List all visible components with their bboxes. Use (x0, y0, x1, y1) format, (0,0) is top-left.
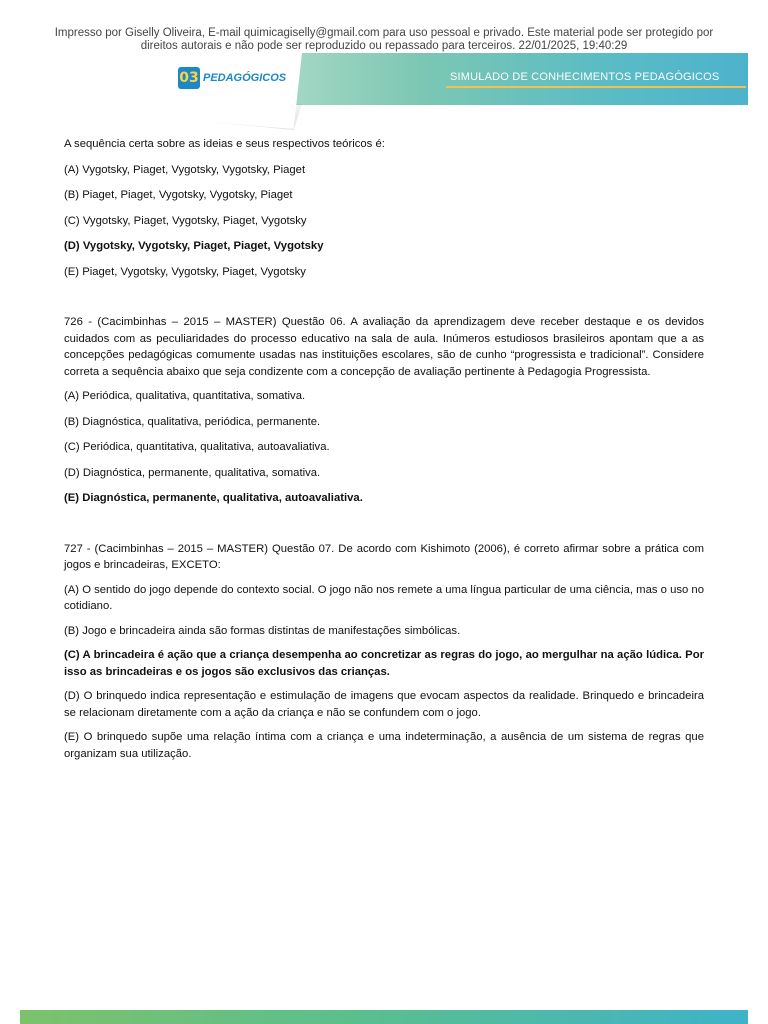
q726-option-b: (B) Diagnóstica, qualitativa, periódica, permanente. (64, 415, 321, 428)
q727-option-b: (B) Jogo e brincadeira ainda são formas distintas de manifestações simbólicas. (64, 624, 461, 637)
option-d-correct: (D) Vygotsky, Vygotsky, Piaget, Piaget, Vygotsky (64, 240, 324, 252)
option-c: (C) Vygotsky, Piaget, Vygotsky, Piaget, Vygotsky (64, 214, 307, 227)
watermark-line-2: direitos autorais e não pode ser reproduzido ou repassado para terceiros. 22/01/2025, 19:40:29 (140, 40, 628, 52)
option-a: (A) Vygotsky, Piaget, Vygotsky, Vygotsky, Piaget (64, 163, 306, 176)
question-prompt: A sequência certa sobre as ideias e seus respectivos teóricos é: (64, 138, 385, 150)
question-726-text: 726 - (Cacimbinhas – 2015 – MASTER) Questão 06. A avaliação da aprendizagem deve receber destaque e os devidos cuidados com as peculiaridades do processo educativo na sala de aula. Inúmeros estudiosos brasileiros apontam que a as concepções pedagógicas comumente usadas nas instituições escolares, são de cunho “progressista e tradicional”. Considere correta a sequência abaixo que seja condizente com a concepção de avaliação pertinente à Pedagogia Progressista. (64, 316, 704, 378)
option-e: (E) Piaget, Vygotsky, Vygotsky, Piaget, Vygotsky (64, 265, 306, 278)
header-accent-line (446, 86, 746, 88)
brand-logo (178, 67, 286, 89)
header-logo-tab (20, 53, 302, 129)
q727-option-e: (E) O brinquedo supõe uma relação íntima com a criança e uma indeterminação, a ausência de um sistema de regras que organizam sua utilização. (64, 731, 704, 760)
q726-option-a: (A) Periódica, qualitativa, quantitativa, somativa. (64, 390, 306, 402)
question-727-text: 727 - (Cacimbinhas – 2015 – MASTER) Questão 07. De acordo com Kishimoto (2006), é correto afirmar sobre a prática com jogos e brincadeiras, EXCETO: (64, 542, 704, 571)
q727-option-a: (A) O sentido do jogo depende do contexto social. O jogo não nos remete a uma língua particular de uma ciência, mas o uso no cotidiano. (64, 583, 704, 612)
footer-bar (20, 1010, 748, 1024)
watermark-notice (30, 27, 738, 53)
header-title: SIMULADO DE CONHECIMENTOS PEDAGÓGICOS (450, 71, 720, 83)
watermark-line-1: Impresso por Giselly Oliveira, E-mail quimicagiselly@gmail.com para uso pessoal e privado. Este material pode ser protegido por (54, 27, 714, 39)
logo-text: PEDAGÓGICOS (203, 72, 287, 84)
q726-option-e-correct: (E) Diagnóstica, permanente, qualitativa, autoavaliativa. (64, 492, 363, 504)
q727-option-c-correct: (C) A brincadeira é ação que a criança desempenha ao concretizar as regras do jogo, ao mergulhar na ação lúdica. Por isso as brincadeiras e os jogos são exclusivos das crianças. (64, 649, 704, 678)
option-b: (B) Piaget, Piaget, Vygotsky, Vygotsky, Piaget (64, 189, 293, 201)
logo-mark-icon: 03 (178, 67, 200, 89)
q727-option-d: (D) O brinquedo indica representação e estimulação de imagens que evocam aspectos da realidade. Brinquedo e brincadeira se relacionam diretamente com a ação da criança e não se confundem com o jogo. (64, 690, 704, 719)
q726-option-d: (D) Diagnóstica, permanente, qualitativa, somativa. (64, 466, 321, 479)
q726-option-c: (C) Periódica, quantitativa, qualitativa, autoavaliativa. (64, 441, 330, 453)
document-body (64, 136, 704, 762)
